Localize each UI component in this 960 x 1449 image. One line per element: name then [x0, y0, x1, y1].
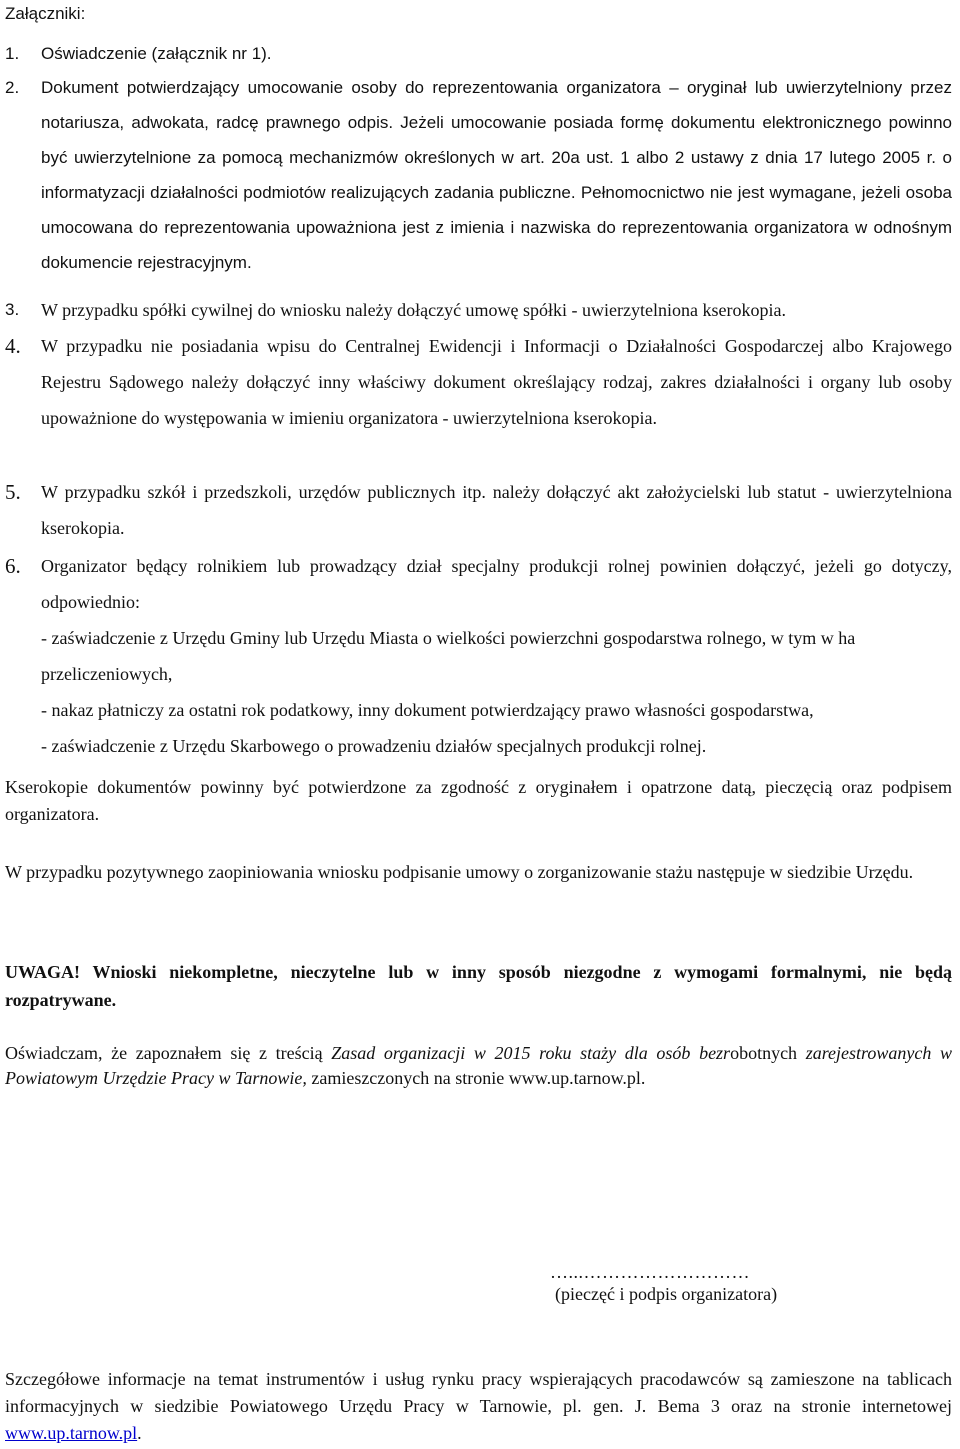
sub-item-2: - nakaz płatniczy za ostatni rok podatkowy, inny dokument potwierdzający prawo własności gospodarstwa, — [41, 700, 814, 720]
item-text: Oświadczenie (załącznik nr 1). — [41, 44, 272, 63]
oswiadczam-italic-1: Zasad organizacji w 2015 roku staży dla osób bezr — [331, 1043, 731, 1063]
signature-caption: (pieczęć i podpis organizatora) — [555, 1284, 778, 1304]
item-number: 4. — [5, 334, 21, 358]
attachment-item-3 — [5, 292, 952, 328]
attachments-heading: Załączniki: — [5, 4, 86, 23]
oswiadczam-text-1: Oświadczam, że zapoznałem się z treścią — [5, 1043, 332, 1063]
website-link[interactable]: www.up.tarnow.pl — [5, 1423, 138, 1443]
paragraph-kserokopie: Kserokopie dokumentów powinny być potwierdzone za zgodność z oryginałem i opatrzone datą, pieczęcią oraz podpisem organizatora. — [5, 777, 952, 824]
attachment-item-6 — [5, 548, 952, 764]
item-text: W przypadku spółki cywilnej do wniosku należy dołączyć umowę spółki - uwierzytelniona kserokopia. — [41, 300, 786, 320]
oswiadczam-text-3: zamieszczonych na stronie www.up.tarnow.pl. — [306, 1068, 646, 1088]
item-text: Organizator będący rolnikiem lub prowadzący dział specjalny produkcji rolnej powinien dołączyć, jeżeli go dotyczy, odpowiednio: — [41, 556, 952, 612]
item-number: 1. — [5, 44, 20, 63]
paragraph-oswiadczam — [5, 1041, 952, 1091]
item-text: W przypadku szkół i przedszkoli, urzędów publicznych itp. należy dołączyć akt założycielski lub statut - uwierzytelniona kserokopia. — [41, 482, 952, 538]
oswiadczam-italic-2: zarejestrowanych w Powiatowym Urzędzie Pracy w Tarnowie, — [5, 1043, 953, 1088]
item-number: 6. — [5, 554, 21, 578]
item-number: 5. — [5, 480, 21, 504]
paragraph-uwaga: UWAGA! Wnioski niekompletne, nieczytelne lub w inny sposób niezgodne z wymogami formalnymi, nie będą rozpatrywane. — [5, 962, 952, 1010]
item-text: W przypadku nie posiadania wpisu do Centralnej Ewidencji i Informacji o Działalności Gospodarczej albo Krajowego Rejestru Sądowego należy dołączyć inny właściwy dokument określający rodzaj, zakres działalności i organy lub osoby upoważnione do występowania w imieniu organizatora - uwierzytelniona kserokopia. — [41, 336, 952, 428]
item-number: 3. — [5, 300, 20, 319]
sub-item-3: - zaświadczenie z Urzędu Skarbowego o prowadzeniu działów specjalnych produkcji rolnej. — [41, 736, 707, 756]
oswiadczam-text-2: obotnych — [730, 1043, 806, 1063]
attachment-item-1 — [5, 36, 952, 71]
sub-item-1: - zaświadczenie z Urzędu Gminy lub Urzędu Miasta o wielkości powierzchni gospodarstwa rolnego, w tym w ha przeliczeniowych, — [41, 628, 856, 684]
szczegolowe-end: . — [137, 1423, 142, 1443]
signature-dots: …...……………………… — [550, 1262, 750, 1282]
item-text-block — [41, 548, 952, 764]
attachment-item-5 — [5, 474, 952, 546]
paragraph-szczegolowe — [5, 1366, 952, 1447]
attachment-item-4 — [5, 328, 952, 436]
attachment-item-2 — [5, 70, 952, 280]
item-text: Dokument potwierdzający umocowanie osoby do reprezentowania organizatora – oryginał lub uwierzytelniony przez notariusza, adwokata, radcę prawnego odpis. Jeżeli umocowanie posiada formę dokumentu elektronicznego powinno być uwierzytelnione za pomocą mechanizmów określonych w art. 20a ust. 1 albo 2 ustawy z dnia 17 lutego 2005 r. o informatyzacji działalności podmiotów realizujących zadania publiczne. Pełnomocnictwo nie jest wymagane, jeżeli osoba umocowana do reprezentowania upoważniona jest z imienia i nazwiska do reprezentowania organizatora w odnośnym dokumencie rejestracyjnym. — [41, 78, 952, 272]
item-number: 2. — [5, 78, 20, 97]
szczegolowe-text: Szczegółowe informacje na temat instrumentów i usług rynku pracy wspierających pracodawców są zamieszone na tablicach informacyjnych w siedzibie Powiatowego Urzędu Pracy w Tarnowie, pl. gen. J. Bema 3 oraz na stronie internetowej — [5, 1369, 952, 1416]
paragraph-pozytywne: W przypadku pozytywnego zaopiniowania wniosku podpisanie umowy o zorganizowanie stażu następuje w siedzibie Urzędu. — [5, 862, 914, 882]
